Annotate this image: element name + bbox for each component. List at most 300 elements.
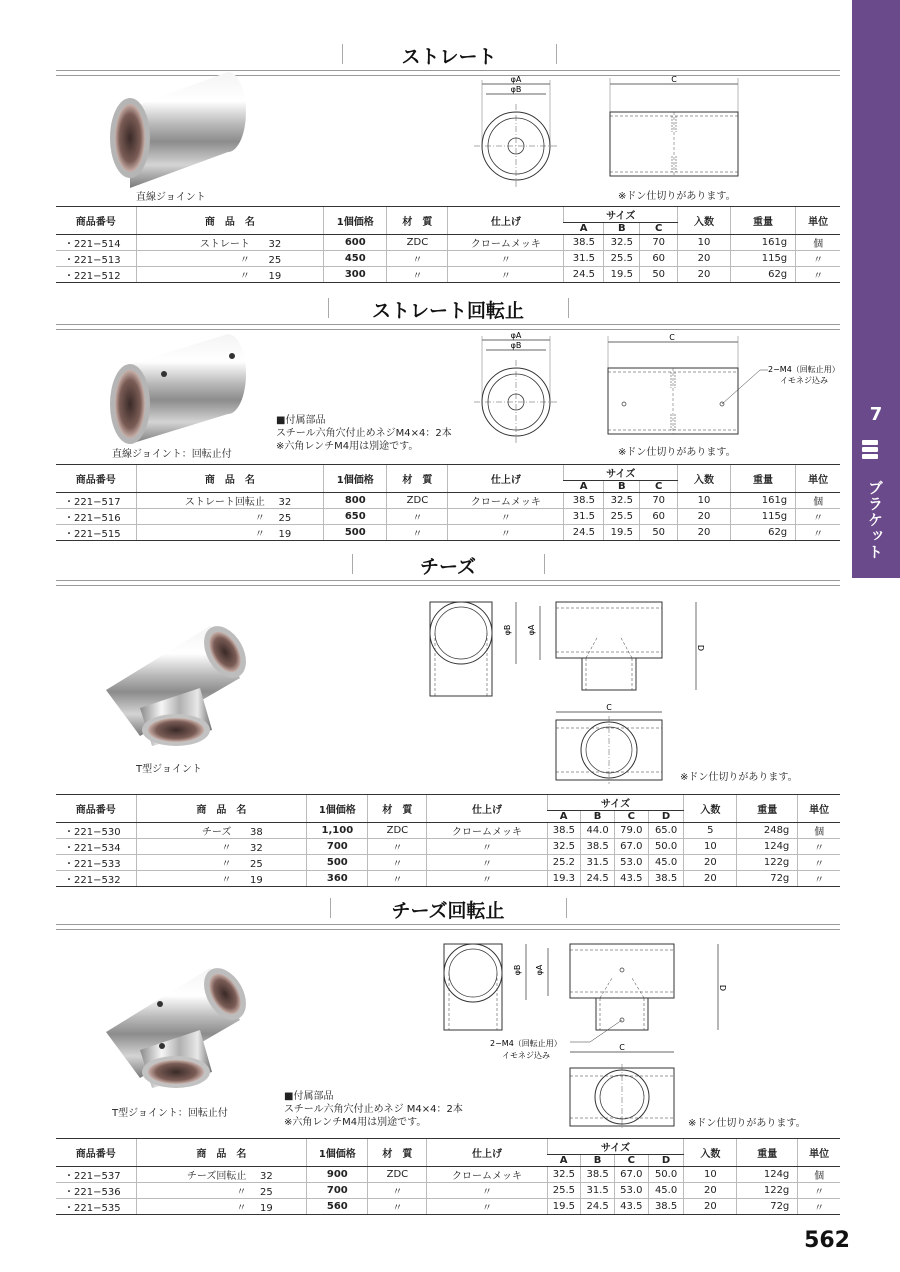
header-name: 商 品 名	[136, 207, 324, 235]
cell-price: 450	[324, 251, 387, 267]
cell-material: 〃	[387, 267, 448, 283]
photo-caption: T型ジョイント	[136, 764, 202, 775]
cell-c: 43.5	[614, 871, 648, 887]
table-row	[56, 871, 840, 887]
cell-unit: 〃	[798, 839, 840, 855]
dim-label-a: φA	[510, 331, 522, 340]
accessory-note	[276, 414, 452, 453]
cell-size-text: 25	[250, 859, 263, 870]
drawing-note: ※ドン仕切りがあります。	[688, 1118, 806, 1129]
cell-code: ・221−536	[56, 1183, 136, 1199]
title-bar-right	[568, 298, 569, 318]
table-row	[56, 839, 840, 855]
cell-finish: 〃	[427, 855, 547, 871]
callout-line-2: イモネジ込み	[780, 376, 828, 385]
cell-qty: 20	[678, 267, 731, 283]
header-price: 1個価格	[324, 207, 387, 235]
cell-size-text: 19	[278, 529, 292, 540]
dim-label-c: C	[671, 75, 677, 84]
header-name: 商 品 名	[136, 795, 307, 823]
cell-a: 19.5	[547, 1199, 581, 1215]
dim-label-d: D	[718, 984, 727, 992]
cell-a: 25.2	[547, 855, 581, 871]
title-bar-right	[556, 44, 557, 64]
cell-finish: 〃	[448, 525, 564, 541]
cell-name-text: チーズ回転止	[186, 1171, 247, 1182]
cell-c: 53.0	[614, 1183, 648, 1199]
header-size: サイズ	[547, 1139, 684, 1155]
cell-c: 79.0	[614, 823, 648, 839]
cell-b: 19.5	[604, 525, 640, 541]
cell-price: 800	[324, 493, 387, 509]
cell-qty: 10	[684, 1167, 737, 1183]
cell-weight: 248g	[737, 823, 798, 839]
cell-code: ・221−530	[56, 823, 136, 839]
header-price: 1個価格	[307, 795, 368, 823]
cell-code: ・221−537	[56, 1167, 136, 1183]
cell-b: 19.5	[604, 267, 640, 283]
cell-code: ・221−517	[56, 493, 136, 509]
cell-name-text: 〃	[236, 1187, 247, 1198]
cell-name-text: 〃	[239, 255, 250, 266]
cell-name-text: 〃	[239, 271, 250, 282]
dim-label-a: φA	[510, 75, 522, 84]
spec-table	[56, 464, 840, 541]
cell-price: 650	[324, 509, 387, 525]
cell-a: 31.5	[564, 509, 604, 525]
accessory-line: ■付属部品	[284, 1091, 334, 1102]
cell-a: 38.5	[564, 235, 604, 251]
cell-b: 25.5	[604, 509, 640, 525]
cell-name	[136, 1167, 307, 1183]
cell-qty: 20	[678, 509, 731, 525]
page-number: 562	[804, 1228, 850, 1253]
accessory-line: スチール六角穴付止めネジ M4×4：2本	[284, 1104, 463, 1115]
table-row	[56, 235, 840, 251]
cell-code: ・221−535	[56, 1199, 136, 1215]
accessory-line: ■付属部品	[276, 415, 326, 426]
cell-weight: 124g	[737, 839, 798, 855]
cell-d: 38.5	[648, 1199, 684, 1215]
title-bar-right	[544, 554, 545, 574]
dim-label-c: C	[619, 1043, 625, 1052]
cell-price: 700	[307, 839, 368, 855]
cell-b: 24.5	[581, 871, 615, 887]
cell-d: 50.0	[648, 1167, 684, 1183]
header-size-c: C	[640, 223, 678, 235]
cell-a: 32.5	[547, 1167, 581, 1183]
cell-qty: 20	[684, 855, 737, 871]
cell-qty: 20	[684, 871, 737, 887]
side-view-drawing	[604, 332, 844, 442]
dim-label-d: D	[696, 644, 705, 652]
cell-code: ・221−514	[56, 235, 136, 251]
cell-qty: 10	[678, 235, 731, 251]
table-row	[56, 509, 840, 525]
spec-table	[56, 794, 840, 887]
cell-c: 67.0	[614, 839, 648, 855]
header-code: 商品番号	[56, 465, 136, 493]
table-row	[56, 1199, 840, 1215]
cell-b: 31.5	[581, 1183, 615, 1199]
tee-drawing	[426, 596, 726, 788]
cell-qty: 10	[684, 839, 737, 855]
cell-unit: 〃	[796, 251, 840, 267]
header-size-b: B	[581, 1155, 615, 1167]
photo-caption: 直線ジョイント：回転止付	[112, 449, 232, 460]
dim-label-b: φB	[510, 341, 522, 350]
accessory-line: ※六角レンチM4用は別途です。	[284, 1117, 427, 1128]
cell-name	[136, 267, 324, 283]
cell-b: 31.5	[581, 855, 615, 871]
header-material: 材 質	[368, 1139, 427, 1167]
cell-b: 38.5	[581, 839, 615, 855]
table-row	[56, 1167, 840, 1183]
cell-weight: 122g	[737, 1183, 798, 1199]
cell-name-text: チーズ	[201, 827, 232, 838]
cell-qty: 5	[684, 823, 737, 839]
header-size-c: C	[614, 811, 648, 823]
cell-name	[136, 855, 307, 871]
cell-name-text: 〃	[221, 875, 232, 886]
cell-weight: 122g	[737, 855, 798, 871]
photo-caption: 直線ジョイント	[136, 192, 206, 203]
title-bar-right	[566, 898, 567, 918]
section-title: ストレート	[401, 46, 497, 68]
product-photo-straight-lock	[100, 334, 250, 444]
cell-unit: 〃	[796, 267, 840, 283]
cell-a: 24.5	[564, 267, 604, 283]
cell-weight: 62g	[730, 267, 795, 283]
dim-label-c: C	[669, 333, 675, 342]
cell-name	[136, 871, 307, 887]
tee-lock-drawing	[440, 938, 740, 1132]
header-size-b: B	[604, 223, 640, 235]
cell-unit: 〃	[796, 525, 840, 541]
cell-name-text: 〃	[254, 513, 265, 524]
section-title: チーズ回転止	[391, 900, 505, 922]
header-size: サイズ	[547, 795, 684, 811]
cell-size-text: 19	[250, 875, 263, 886]
header-size: サイズ	[564, 465, 678, 481]
cell-name-text: 〃	[254, 529, 265, 540]
drawing-note: ※ドン仕切りがあります。	[618, 447, 736, 458]
cell-code: ・221−513	[56, 251, 136, 267]
callout-line-1: 2−M4（回転止用）	[768, 365, 840, 374]
cell-name	[136, 235, 324, 251]
cell-material: 〃	[387, 525, 448, 541]
cell-material: 〃	[387, 251, 448, 267]
cell-c: 67.0	[614, 1167, 648, 1183]
cell-weight: 115g	[730, 251, 795, 267]
cell-finish: クロームメッキ	[448, 235, 564, 251]
cell-b: 44.0	[581, 823, 615, 839]
cell-a: 38.5	[564, 493, 604, 509]
cell-a: 38.5	[547, 823, 581, 839]
dim-label-a: φA	[535, 964, 544, 976]
cell-code: ・221−534	[56, 839, 136, 855]
cell-b: 38.5	[581, 1167, 615, 1183]
cell-size-text: 19	[260, 1203, 273, 1214]
cell-price: 500	[307, 855, 368, 871]
cell-size-text: 32	[250, 843, 263, 854]
cell-unit: 個	[798, 1167, 840, 1183]
chapter-number: 7	[869, 404, 883, 425]
callout-line-2: イモネジ込み	[502, 1051, 550, 1060]
cell-unit: 個	[796, 493, 840, 509]
section-title: ストレート回転止	[371, 300, 524, 322]
header-finish: 仕上げ	[427, 795, 547, 823]
table-row	[56, 251, 840, 267]
table-row	[56, 1183, 840, 1199]
cell-a: 25.5	[547, 1183, 581, 1199]
cell-size-text: 32	[260, 1171, 273, 1182]
table-row	[56, 493, 840, 509]
cell-price: 700	[307, 1183, 368, 1199]
section-rule	[56, 580, 840, 586]
header-size-a: A	[564, 223, 604, 235]
cell-name-text: 〃	[236, 1203, 247, 1214]
cell-finish: クロームメッキ	[448, 493, 564, 509]
header-size-a: A	[564, 481, 604, 493]
cell-b: 24.5	[581, 1199, 615, 1215]
header-weight: 重量	[737, 795, 798, 823]
cell-finish: 〃	[427, 839, 547, 855]
cell-unit: 〃	[796, 509, 840, 525]
cell-d: 45.0	[648, 1183, 684, 1199]
cell-code: ・221−512	[56, 267, 136, 283]
cell-size-text: 32	[268, 239, 282, 250]
cell-name-text: 〃	[221, 843, 232, 854]
accessory-note	[284, 1090, 463, 1129]
cell-d: 65.0	[648, 823, 684, 839]
header-qty: 入数	[678, 207, 731, 235]
table-row	[56, 267, 840, 283]
cell-c: 70	[640, 235, 678, 251]
cell-weight: 72g	[737, 871, 798, 887]
cell-finish: クロームメッキ	[427, 823, 547, 839]
product-photo-tee-lock	[100, 960, 250, 1100]
cell-name	[136, 823, 307, 839]
table-row	[56, 855, 840, 871]
cell-unit: 〃	[798, 871, 840, 887]
cell-name-text: 〃	[221, 859, 232, 870]
header-size-d: D	[648, 811, 684, 823]
cell-name-text: ストレート回転止	[184, 497, 265, 508]
callout-line-1: 2−M4（回転止用）	[490, 1039, 562, 1048]
cell-b: 32.5	[604, 493, 640, 509]
dim-label-a: φA	[527, 624, 536, 636]
header-material: 材 質	[387, 207, 448, 235]
cell-price: 360	[307, 871, 368, 887]
header-qty: 入数	[684, 1139, 737, 1167]
cell-c: 60	[640, 251, 678, 267]
cell-price: 560	[307, 1199, 368, 1215]
cell-finish: 〃	[448, 509, 564, 525]
drawing-note: ※ドン仕切りがあります。	[680, 772, 798, 783]
cell-code: ・221−515	[56, 525, 136, 541]
cell-weight: 72g	[737, 1199, 798, 1215]
header-size-c: C	[614, 1155, 648, 1167]
cell-material: ZDC	[387, 493, 448, 509]
cell-material: 〃	[368, 871, 427, 887]
header-weight: 重量	[730, 465, 795, 493]
cell-unit: 個	[798, 823, 840, 839]
cell-qty: 20	[684, 1183, 737, 1199]
cell-name	[136, 251, 324, 267]
section-rule	[56, 924, 840, 930]
dim-label-b: φB	[513, 964, 522, 976]
header-qty: 入数	[684, 795, 737, 823]
cell-unit: 個	[796, 235, 840, 251]
header-price: 1個価格	[307, 1139, 368, 1167]
cell-size-text: 32	[278, 497, 292, 508]
cell-weight: 124g	[737, 1167, 798, 1183]
dim-label-b: φB	[510, 85, 522, 94]
header-finish: 仕上げ	[448, 207, 564, 235]
header-name: 商 品 名	[136, 465, 324, 493]
cell-c: 50	[640, 267, 678, 283]
cell-name	[136, 1199, 307, 1215]
header-unit: 単位	[796, 465, 840, 493]
header-unit: 単位	[796, 207, 840, 235]
cell-qty: 10	[678, 493, 731, 509]
cell-c: 53.0	[614, 855, 648, 871]
header-size-a: A	[547, 1155, 581, 1167]
header-weight: 重量	[730, 207, 795, 235]
cell-d: 38.5	[648, 871, 684, 887]
header-size-a: A	[547, 811, 581, 823]
cell-size-text: 25	[278, 513, 292, 524]
cell-d: 50.0	[648, 839, 684, 855]
cell-weight: 161g	[730, 493, 795, 509]
cell-weight: 62g	[730, 525, 795, 541]
cell-a: 24.5	[564, 525, 604, 541]
cell-a: 19.3	[547, 871, 581, 887]
cell-material: ZDC	[368, 1167, 427, 1183]
section-rule	[56, 324, 840, 330]
cell-price: 500	[324, 525, 387, 541]
cell-name	[136, 493, 324, 509]
cell-name-text: ストレート	[199, 239, 250, 250]
header-finish: 仕上げ	[427, 1139, 547, 1167]
table-row	[56, 525, 840, 541]
photo-caption: T型ジョイント：回転止付	[112, 1108, 228, 1119]
header-name: 商 品 名	[136, 1139, 307, 1167]
cell-material: 〃	[368, 855, 427, 871]
cell-price: 900	[307, 1167, 368, 1183]
product-photo-tee	[100, 618, 250, 758]
drawing-note: ※ドン仕切りがあります。	[618, 191, 736, 202]
cell-material: 〃	[368, 1183, 427, 1199]
dim-label-b: φB	[503, 624, 512, 636]
cell-material: ZDC	[387, 235, 448, 251]
cell-code: ・221−532	[56, 871, 136, 887]
header-size: サイズ	[564, 207, 678, 223]
header-unit: 単位	[798, 1139, 840, 1167]
cell-name	[136, 525, 324, 541]
cell-unit: 〃	[798, 855, 840, 871]
cell-code: ・221−516	[56, 509, 136, 525]
header-code: 商品番号	[56, 795, 136, 823]
header-material: 材 質	[387, 465, 448, 493]
header-unit: 単位	[798, 795, 840, 823]
cell-b: 32.5	[604, 235, 640, 251]
cell-weight: 161g	[730, 235, 795, 251]
product-photo-straight	[100, 78, 250, 188]
cell-material: ZDC	[368, 823, 427, 839]
cell-material: 〃	[368, 839, 427, 855]
cell-a: 31.5	[564, 251, 604, 267]
section-title: チーズ	[419, 556, 477, 578]
cell-finish: 〃	[448, 267, 564, 283]
cell-name	[136, 1183, 307, 1199]
cell-weight: 115g	[730, 509, 795, 525]
cell-name	[136, 839, 307, 855]
header-size-b: B	[604, 481, 640, 493]
cell-qty: 20	[678, 525, 731, 541]
side-view-drawing	[606, 76, 746, 186]
header-finish: 仕上げ	[448, 465, 564, 493]
header-size-c: C	[640, 481, 678, 493]
cell-size-text: 25	[260, 1187, 273, 1198]
end-view-drawing	[470, 332, 570, 452]
cell-c: 70	[640, 493, 678, 509]
header-material: 材 質	[368, 795, 427, 823]
cell-c: 50	[640, 525, 678, 541]
bracket-icon	[862, 440, 878, 462]
cell-finish: 〃	[427, 1199, 547, 1215]
spec-table	[56, 206, 840, 283]
cell-size-text: 25	[268, 255, 282, 266]
chapter-label: ブラケット	[866, 480, 884, 560]
cell-material: 〃	[387, 509, 448, 525]
accessory-line: スチール六角穴付止めネジM4×4：2本	[276, 428, 452, 439]
cell-finish: クロームメッキ	[427, 1167, 547, 1183]
table-row	[56, 823, 840, 839]
cell-unit: 〃	[798, 1183, 840, 1199]
cell-price: 1,100	[307, 823, 368, 839]
end-view-drawing	[470, 76, 570, 196]
dim-label-c: C	[606, 703, 612, 712]
header-qty: 入数	[678, 465, 731, 493]
cell-material: 〃	[368, 1199, 427, 1215]
header-size-d: D	[648, 1155, 684, 1167]
cell-finish: 〃	[448, 251, 564, 267]
cell-a: 32.5	[547, 839, 581, 855]
header-price: 1個価格	[324, 465, 387, 493]
cell-d: 45.0	[648, 855, 684, 871]
cell-code: ・221−533	[56, 855, 136, 871]
spec-table	[56, 1138, 840, 1215]
cell-b: 25.5	[604, 251, 640, 267]
cell-price: 300	[324, 267, 387, 283]
header-code: 商品番号	[56, 1139, 136, 1167]
header-size-b: B	[581, 811, 615, 823]
cell-price: 600	[324, 235, 387, 251]
cell-finish: 〃	[427, 871, 547, 887]
cell-qty: 20	[684, 1199, 737, 1215]
cell-c: 60	[640, 509, 678, 525]
cell-unit: 〃	[798, 1199, 840, 1215]
cell-qty: 20	[678, 251, 731, 267]
header-code: 商品番号	[56, 207, 136, 235]
cell-size-text: 19	[268, 271, 282, 282]
cell-finish: 〃	[427, 1183, 547, 1199]
cell-name	[136, 509, 324, 525]
header-weight: 重量	[737, 1139, 798, 1167]
cell-c: 43.5	[614, 1199, 648, 1215]
